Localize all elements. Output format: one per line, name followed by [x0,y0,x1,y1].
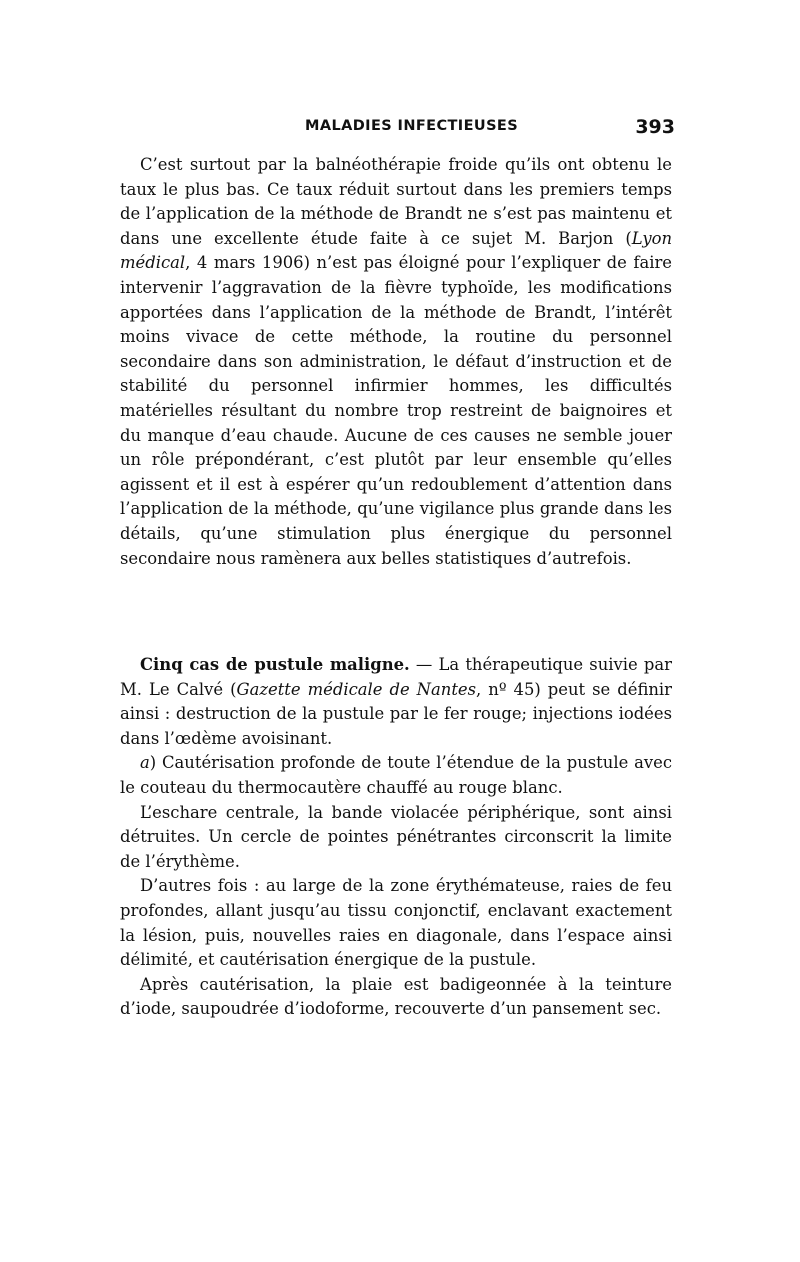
page-header [120,118,675,144]
journal-citation: Lyon médical [120,228,672,273]
running-title: MALADIES INFECTIEUSES [305,118,519,134]
text-block-bottom [120,653,672,1022]
paragraph-text: C’est surtout par la balnéothérapie froide qu’ils ont obtenu le taux le plus bas. Ce taux réduit surtout dans les premiers temps de l’application de la méthode de Brandt ne s’est pas maintenu et dans une excellente étude faite à ce sujet M. Barjon ( [120,155,672,248]
paragraph-eschare: L’eschare centrale, la bande violacée périphérique, sont ainsi détruites. Un cercle de pointes pénétrantes circonscrit la limite de l’érythème. [120,802,672,871]
section-intro-text: — La thérapeutique suivie par M. Le Calvé ( [120,655,672,699]
page-number: 393 [635,116,675,138]
item-a-text: ) Cautérisation profonde de toute l’étendue de la pustule avec le couteau du thermocautère chauffé au rouge blanc. [120,753,672,797]
paragraph-apres-cauterisation: Après cautérisation, la plaie est badigeonnée à la teinture d’iode, saupoudrée d’iodoforme, recouverte d’un pansement sec. [120,974,672,1019]
journal-citation: Gazette médicale de Nantes [236,679,477,699]
text-block-top [120,153,672,571]
item-a-marker: a [140,753,150,773]
section-intro [120,653,672,751]
section-heading: Cinq cas de pustule maligne. [140,655,410,674]
paragraph-autres-fois: D’autres fois : au large de la zone érythémateuse, raies de feu profondes, allant jusqu’au tissu conjonctif, enclavant exactement la lésion, puis, nouvelles raies en diagonale, dans l’espace ainsi délimité, et cautérisation énergique de la pustule. [120,876,672,970]
paragraph-balneotherapie [120,153,672,571]
paragraph-text: , 4 mars 1906) n’est pas éloigné pour l’expliquer de faire intervenir l’aggravation de la fièvre typhoïde, les modifications apportées dans l’application de la méthode de Brandt, l’intérêt moins vivace de cette méthode, la routine du personnel secondaire dans son administration, le défaut d’instruction et de stabilité du personnel infirmier hommes, les difficultés matérielles résultant du nombre trop restreint de baignoires et du manque d’eau chaude. Aucune de ces causes ne semble jouer un rôle prépondérant, c’est plutôt par leur ensemble qu’elles agissent et il est à espérer qu’un redoublement d’attention dans l’application de la méthode, qu’une vigilance plus grande dans les détails, qu’une stimulation plus énergique du personnel secondaire nous ramènera aux belles statistiques d’autrefois. [120,253,672,568]
section-intro-text: , nº 45) peut se définir ainsi : destruction de la pustule par le fer rouge; injections iodées dans l’œdème avoisinant. [120,679,673,748]
item-a-paragraph [120,751,672,800]
